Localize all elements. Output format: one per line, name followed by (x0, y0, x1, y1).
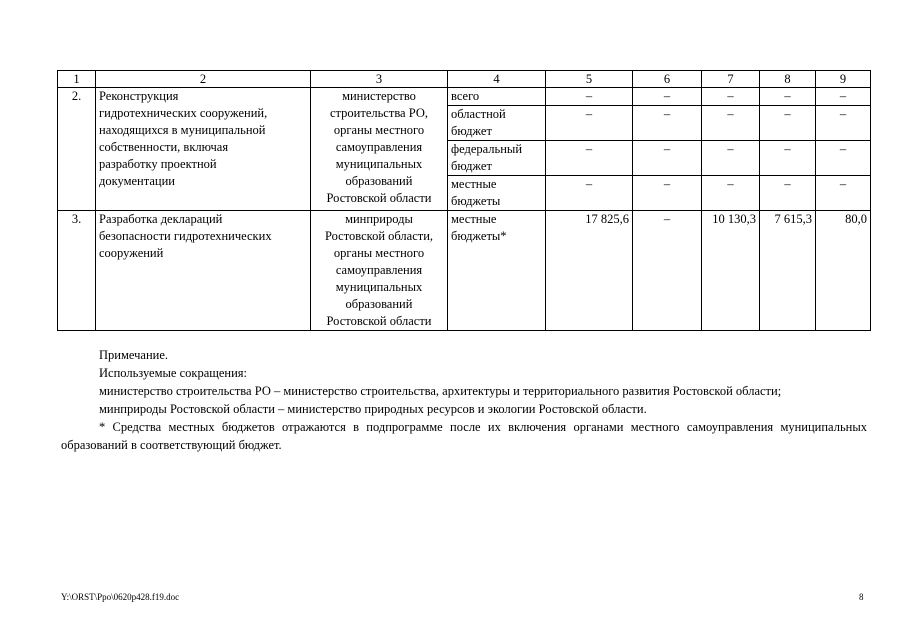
value-cell: – (633, 106, 702, 141)
value-cell: – (816, 176, 871, 211)
header-cell-5: 5 (546, 71, 633, 88)
footnote: * Средства местных бюджетов отражаются в подпрограмме после их включения органами местного самоуправления муниципальных образований в соответствующий бюджет. (61, 420, 867, 452)
value-cell: – (546, 141, 633, 176)
row-number: 3. (58, 211, 96, 331)
value-cell: – (633, 88, 702, 106)
funding-source: областной бюджет (448, 106, 546, 141)
value-cell: 10 130,3 (702, 211, 760, 331)
table-row (58, 88, 871, 106)
header-cell-3: 3 (311, 71, 448, 88)
header-cell-2: 2 (96, 71, 311, 88)
executor: министерство строительства РО, органы местного самоуправления муниципальных образований Ростовской области (311, 88, 448, 211)
value-cell: – (702, 141, 760, 176)
funding-source: местные бюджеты (448, 176, 546, 211)
measure-name: Реконструкция гидротехнических сооружений, находящихся в муниципальной собственности, включая разработку проектной документации (96, 88, 311, 211)
row-number: 2. (58, 88, 96, 211)
value-cell: – (546, 176, 633, 211)
abbreviation-2: минприроды Ростовской области – министерство природных ресурсов и экологии Ростовской области. (99, 402, 647, 416)
note-title: Примечание. (99, 348, 169, 362)
abbreviations-title: Используемые сокращения: (99, 366, 248, 380)
program-table (57, 70, 871, 331)
funding-source: всего (448, 88, 546, 106)
table-header-row (58, 71, 871, 88)
value-cell: – (760, 88, 816, 106)
page-number: 8 (859, 592, 864, 602)
header-cell-1: 1 (58, 71, 96, 88)
value-cell: – (760, 176, 816, 211)
executor: минприроды Ростовской области, органы местного самоуправления муниципальных образований Ростовской области (311, 211, 448, 331)
header-cell-7: 7 (702, 71, 760, 88)
value-cell: – (633, 211, 702, 331)
value-cell: – (702, 176, 760, 211)
header-cell-6: 6 (633, 71, 702, 88)
abbreviation-1: министерство строительства РО – министерство строительства, архитектуры и территориального развития Ростовской области; (99, 384, 782, 398)
value-cell: – (633, 176, 702, 211)
value-cell: – (816, 141, 871, 176)
value-cell: – (546, 88, 633, 106)
value-cell: – (702, 106, 760, 141)
funding-source: местные бюджеты* (448, 211, 546, 331)
value-cell: – (760, 141, 816, 176)
value-cell: – (816, 88, 871, 106)
value-cell: 80,0 (816, 211, 871, 331)
file-path: Y:\ORST\Ppo\0620p428.f19.doc (61, 592, 180, 602)
value-cell: – (633, 141, 702, 176)
table-row (58, 211, 871, 331)
note-section (61, 346, 867, 454)
header-cell-8: 8 (760, 71, 816, 88)
header-cell-9: 9 (816, 71, 871, 88)
value-cell: – (702, 88, 760, 106)
funding-source: федеральный бюджет (448, 141, 546, 176)
value-cell: – (760, 106, 816, 141)
value-cell: 17 825,6 (546, 211, 633, 331)
measure-name: Разработка деклараций безопасности гидротехнических сооружений (96, 211, 311, 331)
value-cell: 7 615,3 (760, 211, 816, 331)
value-cell: – (546, 106, 633, 141)
value-cell: – (816, 106, 871, 141)
header-cell-4: 4 (448, 71, 546, 88)
